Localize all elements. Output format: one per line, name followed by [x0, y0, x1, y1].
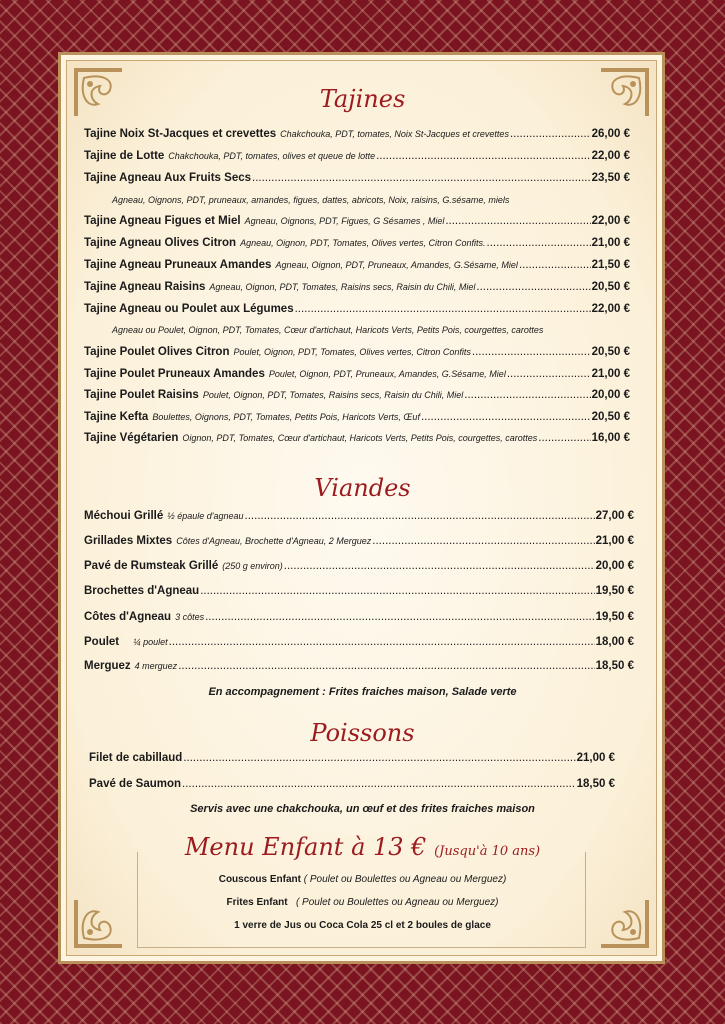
item-name: Tajine de Lotte: [84, 150, 165, 162]
item-name: Tajine Noix St-Jacques et crevettes: [84, 128, 277, 140]
menu-item: [84, 281, 630, 293]
item-note: Agneau ou Poulet, Oignon, PDT, Tomates, Cœur d'artichaut, Haricots Verts, Petits Pois, courgettes, carottes: [112, 325, 544, 335]
item-desc: Chakchouka, PDT, tomates, Noix St-Jacques et crevettes: [280, 129, 509, 139]
enfant-item-options: ( Poulet ou Boulettes ou Agneau ou Merguez): [303, 874, 507, 885]
leader-dots: [182, 778, 576, 790]
item-desc: Côtes d'Agneau, Brochette d'Agneau, 2 Merguez: [176, 536, 372, 546]
enfant-line-couscous: [0, 874, 725, 885]
leader-dots: [372, 535, 594, 547]
poissons-note: Servis avec une chakchouka, un œuf et des frites fraiches maison: [190, 803, 535, 815]
item-name: Tajine Végétarien: [84, 432, 179, 444]
item-name: Poulet: [84, 636, 120, 648]
item-desc: ½ épaule d'agneau: [167, 511, 244, 521]
enfant-line-drink: 1 verre de Jus ou Coca Cola 25 cl et 2 boules de glace: [234, 920, 491, 931]
poissons-title: Poissons: [310, 719, 415, 747]
item-note: Agneau, Oignons, PDT, pruneaux, amandes, figues, dattes, abricots, Noix, raisins, G.sésame, miels: [112, 195, 510, 205]
item-name: Tajine Poulet Raisins: [84, 389, 199, 401]
item-desc: ¼ poulet: [133, 637, 168, 647]
item-price: 21,00 €: [591, 368, 630, 380]
menu-item: [84, 560, 634, 572]
item-price: 20,50 €: [591, 281, 630, 293]
menu-item: [84, 660, 634, 672]
item-name: Tajine Poulet Olives Citron: [84, 346, 230, 358]
menu-item: [84, 432, 630, 444]
item-price: 19,50 €: [595, 585, 634, 597]
item-desc: Agneau, Oignons, PDT, Figues, G Sésames , Miel: [244, 216, 445, 226]
menu-item: [84, 150, 630, 162]
item-price: 21,00 €: [576, 752, 615, 764]
item-desc: Chakchouka, PDT, tomates, olives et queue de lotte: [168, 151, 376, 161]
item-name: Pavé de Rumsteak Grillé: [84, 560, 219, 572]
menu-enfant-title: [0, 833, 725, 861]
menu-enfant-age: (Jusqu'à 10 ans): [434, 844, 541, 859]
menu-item: [89, 778, 615, 790]
leader-dots: [472, 346, 591, 358]
item-desc: Poulet, Oignon, PDT, Pruneaux, Amandes, G.Sésame, Miel: [268, 369, 506, 379]
item-desc: Agneau, Oignon, PDT, Tomates, Olives vertes, Citron Confits.: [240, 238, 486, 248]
item-price: 26,00 €: [591, 128, 630, 140]
item-name: Filet de cabillaud: [89, 752, 183, 764]
leader-dots: [376, 150, 591, 162]
menu-item: [84, 636, 634, 648]
leader-dots: [464, 389, 590, 401]
menu-item: [84, 259, 630, 271]
menu-item: [84, 510, 634, 522]
item-price: 18,50 €: [576, 778, 615, 790]
item-price: 16,00 €: [591, 432, 630, 444]
item-price: 27,00 €: [595, 510, 634, 522]
item-desc: Oignon, PDT, Tomates, Cœur d'artichaut, Haricots Verts, Petits Pois, courgettes, carottes: [182, 433, 538, 443]
enfant-item-name: Couscous Enfant: [218, 874, 301, 885]
item-name: Méchoui Grillé: [84, 510, 164, 522]
item-price: 18,00 €: [595, 636, 634, 648]
item-price: 21,50 €: [591, 259, 630, 271]
menu-item: [84, 128, 630, 140]
leader-dots: [284, 560, 595, 572]
item-price: 20,00 €: [591, 389, 630, 401]
item-name: Tajine Agneau Aux Fruits Secs: [84, 172, 252, 184]
menu-item: [84, 215, 630, 227]
item-price: 22,00 €: [591, 215, 630, 227]
item-name: Grillades Mixtes: [84, 535, 173, 547]
viandes-accompaniment-note: En accompagnement : Frites fraiches maison, Salade verte: [208, 686, 517, 698]
leader-dots: [245, 510, 595, 522]
leader-dots: [510, 128, 591, 140]
item-price: 20,00 €: [595, 560, 634, 572]
item-desc: Agneau, Oignon, PDT, Tomates, Raisins secs, Raisin du Chili, Miel: [209, 282, 476, 292]
item-price: 20,50 €: [591, 411, 630, 423]
leader-dots: [421, 411, 591, 423]
leader-dots: [183, 752, 575, 764]
menu-item: [84, 611, 634, 623]
item-price: 19,50 €: [595, 611, 634, 623]
leader-dots: [295, 303, 591, 315]
item-price: 22,00 €: [591, 150, 630, 162]
leader-dots: [519, 259, 591, 271]
item-name: Tajine Kefta: [84, 411, 149, 423]
viandes-title: Viandes: [314, 474, 411, 502]
menu-item: [84, 585, 634, 597]
item-desc: Boulettes, Oignons, PDT, Tomates, Petits Pois, Haricots Verts, Œuf: [152, 412, 420, 422]
item-name: Tajine Agneau Pruneaux Amandes: [84, 259, 272, 271]
menu-enfant-heading: Menu Enfant à 13 €: [184, 833, 427, 861]
menu-item: [84, 368, 630, 380]
item-price: 21,00 €: [591, 237, 630, 249]
item-desc: Poulet, Oignon, PDT, Tomates, Raisins secs, Raisin du Chili, Miel: [202, 390, 464, 400]
item-name: Tajine Agneau Figues et Miel: [84, 215, 241, 227]
menu-item: [84, 389, 630, 401]
leader-dots: [169, 636, 595, 648]
enfant-item-name: Frites Enfant: [226, 897, 288, 908]
leader-dots: [487, 237, 591, 249]
menu-item: [84, 535, 634, 547]
item-name: Tajine Agneau ou Poulet aux Légumes: [84, 303, 294, 315]
enfant-item-options: ( Poulet ou Boulettes ou Agneau ou Merguez): [295, 897, 499, 908]
leader-dots: [200, 585, 594, 597]
leader-dots: [205, 611, 595, 623]
item-name: Tajine Poulet Pruneaux Amandes: [84, 368, 265, 380]
leader-dots: [252, 172, 591, 184]
item-name: Tajine Agneau Raisins: [84, 281, 206, 293]
item-desc: 4 merguez: [134, 661, 178, 671]
menu-item: [84, 411, 630, 423]
enfant-line-frites: [0, 897, 725, 908]
menu-item: [84, 303, 630, 315]
item-desc: Agneau, Oignon, PDT, Pruneaux, Amandes, G.Sésame, Miel: [275, 260, 518, 270]
item-name: Tajine Agneau Olives Citron: [84, 237, 237, 249]
item-name: Côtes d'Agneau: [84, 611, 172, 623]
item-price: 23,50 €: [591, 172, 630, 184]
menu-item: [84, 237, 630, 249]
tajines-title: Tajines: [319, 85, 406, 113]
leader-dots: [178, 660, 594, 672]
item-price: 20,50 €: [591, 346, 630, 358]
leader-dots: [476, 281, 590, 293]
item-price: 18,50 €: [595, 660, 634, 672]
item-price: 22,00 €: [591, 303, 630, 315]
leader-dots: [538, 432, 590, 444]
item-desc: (250 g environ): [222, 561, 283, 571]
item-name: Merguez: [84, 660, 131, 672]
item-desc: Poulet, Oignon, PDT, Tomates, Olives vertes, Citron Confits: [233, 347, 471, 357]
menu-item: [89, 752, 615, 764]
leader-dots: [445, 215, 590, 227]
leader-dots: [507, 368, 591, 380]
menu-item: [84, 346, 630, 358]
item-desc: 3 côtes: [175, 612, 205, 622]
item-price: 21,00 €: [595, 535, 634, 547]
item-name: Brochettes d'Agneau: [84, 585, 200, 597]
menu-item: [84, 172, 630, 184]
item-name: Pavé de Saumon: [89, 778, 182, 790]
